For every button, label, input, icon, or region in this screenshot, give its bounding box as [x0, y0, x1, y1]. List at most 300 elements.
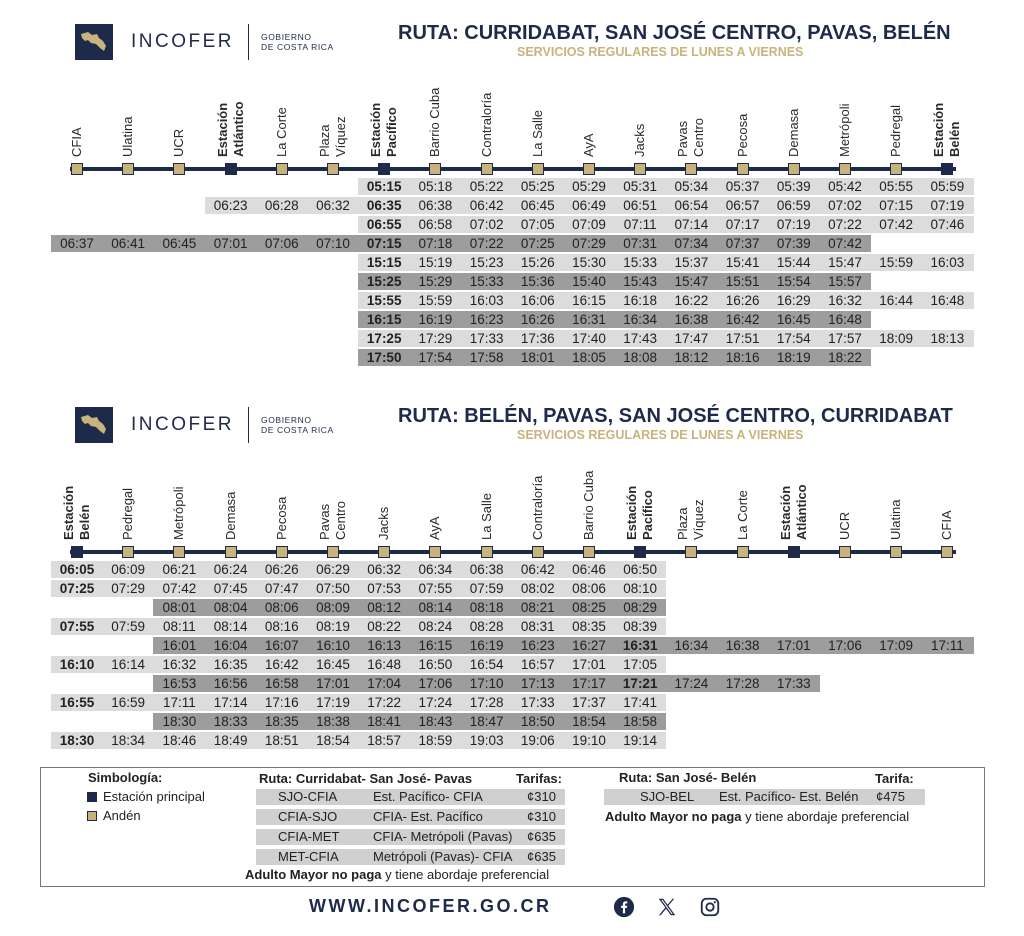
departure-time: 17:11: [163, 695, 196, 710]
departure-time: 15:15: [366, 255, 402, 270]
platform-marker: [481, 163, 493, 175]
departure-time: 17:06: [418, 676, 453, 691]
departure-time: 16:38: [725, 638, 760, 653]
station-label: Estación: [777, 485, 793, 540]
departure-time: 17:11: [931, 638, 964, 653]
platform-marker: [276, 546, 288, 558]
departure-time: 08:11: [163, 619, 196, 634]
departure-time: 07:34: [674, 236, 709, 251]
departure-time: 18:38: [316, 714, 350, 729]
departure-time: 15:57: [828, 274, 862, 289]
platform-marker: [481, 546, 493, 558]
departure-time: 15:59: [879, 255, 914, 270]
platform-marker: [429, 546, 441, 558]
departure-time: 18:33: [213, 714, 248, 729]
departure-time: 15:26: [520, 255, 555, 270]
platform-marker: [173, 546, 185, 558]
departure-time: 15:37: [674, 255, 709, 270]
departure-time: 16:03: [469, 293, 504, 308]
departure-time: 18:01: [520, 350, 555, 365]
departure-time: 18:13: [930, 331, 965, 346]
departure-time: 05:18: [418, 179, 453, 194]
departure-time: 19:06: [520, 733, 555, 748]
website-link[interactable]: WWW.INCOFER.GO.CR: [309, 896, 552, 916]
route1-subtitle: SERVICIOS REGULARES DE LUNES A VIERNES: [517, 45, 804, 59]
departure-time: 05:25: [520, 179, 555, 194]
departure-time: 08:35: [572, 619, 606, 634]
departure-time: 17:04: [367, 676, 402, 691]
departure-time: 17:54: [418, 350, 453, 365]
departure-time: 18:43: [418, 714, 453, 729]
departure-time: 16:23: [520, 638, 555, 653]
departure-time: 08:16: [264, 619, 299, 634]
departure-time: 17:17: [572, 676, 606, 691]
platform-marker: [839, 546, 851, 558]
departure-time: 07:42: [879, 217, 914, 232]
departure-time: 16:57: [520, 657, 555, 672]
departure-time: 08:06: [264, 600, 299, 615]
departure-time: 07:02: [828, 198, 862, 213]
fare-row: CFIA-MET CFIA- Metrópoli (Pavas) ¢635: [256, 829, 565, 845]
departure-time: 05:55: [879, 179, 914, 194]
departure-time: 15:33: [623, 255, 658, 270]
departure-time: 15:23: [469, 255, 504, 270]
fare-row: SJO-CFIA Est. Pacífico- CFIA ¢310: [256, 789, 565, 805]
departure-time: 08:02: [520, 581, 555, 596]
departure-time: 16:45: [316, 657, 350, 672]
departure-time: 05:29: [572, 179, 606, 194]
departure-time: 16:45: [776, 312, 811, 327]
departure-time: 15:43: [623, 274, 658, 289]
platform-marker: [173, 163, 185, 175]
departure-time: 06:42: [469, 198, 504, 213]
departure-time: 07:39: [776, 236, 811, 251]
facebook-icon[interactable]: [613, 896, 635, 918]
departure-time: 17:57: [828, 331, 862, 346]
departure-time: 07:01: [213, 236, 248, 251]
departure-time: 07:59: [469, 581, 504, 596]
departure-time: 16:10: [59, 657, 95, 672]
station-label: AyA: [427, 516, 443, 540]
main-station-marker: [378, 163, 390, 175]
departure-time: 08:09: [316, 600, 350, 615]
station-label: Pedregal: [120, 487, 136, 540]
station-label: La Salle: [478, 493, 494, 540]
departure-time: 17:01: [316, 676, 350, 691]
station-label: Demasa: [785, 108, 801, 157]
departure-time: 16:56: [213, 676, 248, 691]
departure-time: 07:14: [674, 217, 709, 232]
departure-time: 07:17: [725, 217, 760, 232]
departure-time: 06:32: [316, 198, 350, 213]
senior-note-a: Adulto Mayor no paga y tiene abordaje preferencial: [245, 867, 550, 882]
departure-time: 16:48: [930, 293, 965, 308]
departure-time: 16:23: [469, 312, 504, 327]
departure-time: 06:38: [418, 198, 453, 213]
departure-time: 07:19: [930, 198, 965, 213]
departure-time: 06:45: [520, 198, 555, 213]
departure-time: 17:51: [725, 331, 760, 346]
departure-time: 17:13: [520, 676, 555, 691]
government-label: GOBIERNO DE COSTA RICA: [261, 415, 334, 435]
departure-time: 07:18: [418, 236, 453, 251]
departure-time: 08:10: [623, 581, 658, 596]
instagram-icon[interactable]: [699, 896, 721, 918]
departure-time: 07:05: [520, 217, 555, 232]
station-label: Plaza: [675, 507, 691, 540]
station-label: Ulatina: [120, 116, 136, 157]
departure-time: 06:42: [520, 562, 555, 577]
departure-time: 15:30: [572, 255, 606, 270]
station-label: Demasa: [222, 491, 238, 540]
departure-time: 17:40: [572, 331, 606, 346]
departure-time: 06:51: [623, 198, 658, 213]
departure-time: 18:41: [367, 714, 402, 729]
station-label: La Corte: [273, 107, 289, 157]
departure-time: 15:29: [418, 274, 453, 289]
departure-time: 16:26: [520, 312, 555, 327]
departure-time: 17:28: [725, 676, 760, 691]
departure-time: 07:02: [469, 217, 504, 232]
departure-time: 07:46: [930, 217, 965, 232]
departure-time: 07:37: [725, 236, 760, 251]
station-label: La Corte: [734, 490, 750, 540]
station-label: Contraloría: [529, 475, 545, 540]
station-label: Pacífico: [640, 490, 656, 540]
costa-rica-map-icon: [75, 24, 113, 60]
departure-time: 07:15: [366, 236, 402, 251]
departure-time: 16:19: [418, 312, 453, 327]
station-label: Ulatina: [888, 499, 904, 540]
main-station-marker: [71, 546, 83, 558]
departure-time: 16:15: [418, 638, 453, 653]
departure-time: 15:41: [725, 255, 760, 270]
departure-time: 16:34: [674, 638, 709, 653]
departure-time: 17:21: [622, 676, 658, 691]
platform-marker: [327, 163, 339, 175]
station-label: Pecosa: [273, 496, 289, 540]
departure-time: 17:58: [469, 350, 504, 365]
departure-time: 16:58: [264, 676, 299, 691]
departure-time: 17:54: [776, 331, 811, 346]
government-label: GOBIERNO DE COSTA RICA: [261, 32, 334, 52]
departure-time: 17:16: [264, 695, 299, 710]
station-label: Contraloría: [478, 92, 494, 157]
departure-time: 07:15: [879, 198, 914, 213]
departure-time: 16:07: [264, 638, 299, 653]
departure-time: 07:31: [623, 236, 658, 251]
departure-time: 16:03: [930, 255, 965, 270]
departure-time: 16:50: [418, 657, 453, 672]
legend-main-station: Estación principal: [87, 789, 205, 804]
departure-time: 07:45: [213, 581, 248, 596]
departure-time: 07:55: [418, 581, 453, 596]
departure-time: 06:34: [418, 562, 453, 577]
departure-time: 05:15: [366, 179, 402, 194]
departure-time: 17:47: [674, 331, 709, 346]
departure-time: 16:59: [111, 695, 146, 710]
departure-time: 07:29: [111, 581, 146, 596]
departure-time: 05:31: [623, 179, 658, 194]
departure-time: 16:04: [213, 638, 248, 653]
platform-marker: [685, 163, 697, 175]
departure-time: 06:23: [213, 198, 248, 213]
route-b-fare: SJO-BEL Est. Pacífico- Est. Belén ¢475: [604, 789, 925, 805]
platform-marker: [737, 163, 749, 175]
station-label: Metrópoli: [171, 486, 187, 540]
platform-marker: [839, 163, 851, 175]
departure-time: 18:19: [776, 350, 811, 365]
platform-marker: [532, 163, 544, 175]
main-station-marker: [788, 546, 800, 558]
departure-time: 08:04: [213, 600, 248, 615]
departure-time: 16:44: [879, 293, 914, 308]
departure-time: 06:26: [264, 562, 299, 577]
departure-time: 16:54: [469, 657, 504, 672]
logo-divider: [248, 407, 249, 443]
main-station-marker: [225, 163, 237, 175]
platform-marker: [71, 163, 83, 175]
departure-time: 06:55: [366, 217, 402, 232]
departure-time: 08:31: [520, 619, 555, 634]
departure-time: 16:48: [828, 312, 862, 327]
departure-time: 17:14: [213, 695, 248, 710]
departure-time: 17:01: [776, 638, 811, 653]
route-a-title: Ruta: Curridabat- San José- Pavas: [259, 771, 473, 786]
departure-time: 15:55: [366, 293, 402, 308]
station-label: Centro: [691, 117, 707, 157]
departure-time: 06:21: [162, 562, 197, 577]
departure-time: 07:29: [572, 236, 606, 251]
departure-time: 16:01: [162, 638, 197, 653]
departure-time: 17:24: [418, 695, 453, 710]
departure-time: 17:24: [674, 676, 709, 691]
departure-time: 18:50: [520, 714, 555, 729]
departure-time: 16:38: [674, 312, 709, 327]
departure-time: 18:09: [879, 331, 914, 346]
departure-time: 18:54: [316, 733, 350, 748]
station-label: Atlántico: [793, 484, 809, 540]
departure-time: 08:01: [162, 600, 197, 615]
station-label: Jacks: [376, 506, 392, 540]
departure-time: 08:39: [623, 619, 658, 634]
departure-time: 07:47: [264, 581, 299, 596]
departure-time: 18:47: [469, 714, 504, 729]
departure-time: 06:41: [111, 236, 146, 251]
route2-subtitle: SERVICIOS REGULARES DE LUNES A VIERNES: [517, 428, 804, 442]
departure-time: 17:33: [520, 695, 555, 710]
platform-marker: [583, 546, 595, 558]
departure-time: 15:51: [725, 274, 760, 289]
departure-time: 16:42: [725, 312, 760, 327]
departure-time: 06:29: [316, 562, 350, 577]
departure-time: 06:09: [111, 562, 146, 577]
departure-time: 07:10: [316, 236, 350, 251]
departure-time: 18:46: [162, 733, 197, 748]
departure-time: 08:14: [213, 619, 248, 634]
departure-time: 16:35: [213, 657, 248, 672]
departure-time: 15:19: [418, 255, 453, 270]
departure-time: 16:15: [572, 293, 606, 308]
departure-time: 18:12: [674, 350, 709, 365]
platform-marker: [685, 546, 697, 558]
senior-note-b: Adulto Mayor no paga y tiene abordaje preferencial: [605, 809, 910, 824]
departure-time: 06:32: [367, 562, 402, 577]
departure-time: 18:30: [162, 714, 197, 729]
route2-title: RUTA: BELÉN, PAVAS, SAN JOSÉ CENTRO, CURRIDABAT: [398, 405, 953, 427]
departure-time: 17:01: [572, 657, 606, 672]
departure-time: 08:25: [572, 600, 606, 615]
platform-marker: [532, 546, 544, 558]
main-station-marker: [634, 546, 646, 558]
departure-time: 16:27: [572, 638, 606, 653]
departure-time: 16:53: [162, 676, 197, 691]
station-label: Estación: [624, 485, 640, 540]
departure-time: 08:24: [418, 619, 453, 634]
platform-marker: [788, 163, 800, 175]
incofer-logo-2: [75, 407, 345, 443]
departure-time: 18:54: [572, 714, 606, 729]
route-b-title: Ruta: San José- Belén: [619, 770, 757, 785]
departure-time: 07:06: [264, 236, 299, 251]
platform-marker: [122, 163, 134, 175]
station-label: Plaza: [317, 124, 332, 157]
logo-divider: [248, 24, 249, 60]
departure-time: 07:55: [59, 619, 95, 634]
departure-time: 07:09: [572, 217, 606, 232]
departure-time: 05:59: [930, 179, 965, 194]
fare-row: CFIA-SJO CFIA- Est. Pacífico ¢310: [256, 809, 565, 825]
departure-time: 17:05: [623, 657, 658, 672]
departure-time: 06:58: [418, 217, 453, 232]
departure-time: 15:36: [520, 274, 555, 289]
departure-time: 18:30: [59, 733, 95, 748]
station-label: Estación: [214, 102, 230, 157]
departure-time: 16:55: [59, 695, 95, 710]
fare-title: Tarifa:: [875, 771, 914, 786]
departure-time: 07:22: [828, 217, 862, 232]
departure-time: 06:59: [776, 198, 811, 213]
departure-time: 07:25: [59, 581, 95, 596]
departure-time: 17:22: [367, 695, 402, 710]
departure-time: 16:31: [622, 638, 658, 653]
departure-time: 18:51: [264, 733, 299, 748]
departure-time: 18:05: [572, 350, 606, 365]
departure-time: 15:47: [828, 255, 862, 270]
costa-rica-map-icon: [75, 407, 113, 443]
departure-time: 17:33: [776, 676, 811, 691]
departure-time: 16:34: [623, 312, 658, 327]
brand-name: INCOFER: [131, 31, 234, 52]
station-label: Metrópoli: [837, 103, 852, 157]
x-icon[interactable]: [656, 896, 678, 918]
platform-marker: [429, 163, 441, 175]
departure-time: 07:53: [367, 581, 402, 596]
station-label: Estación: [368, 102, 384, 157]
platform-marker: [941, 546, 953, 558]
departure-time: 17:43: [623, 331, 658, 346]
departure-time: 07:22: [469, 236, 504, 251]
brand-name: INCOFER: [131, 414, 234, 435]
departure-time: 07:25: [520, 236, 555, 251]
departure-time: 05:34: [674, 179, 709, 194]
station-label: Belén: [77, 504, 92, 540]
departure-time: 18:59: [418, 733, 453, 748]
departure-time: 16:31: [572, 312, 606, 327]
departure-time: 06:46: [572, 562, 606, 577]
station-label: Pavas: [675, 120, 691, 157]
departure-time: 08:21: [520, 600, 555, 615]
station-label: Centro: [333, 500, 348, 540]
station-label: Pecosa: [734, 113, 750, 157]
station-label: Víquez: [333, 116, 348, 157]
departure-time: 06:38: [469, 562, 504, 577]
departure-time: 05:39: [776, 179, 811, 194]
departure-time: 06:24: [213, 562, 248, 577]
fares-title: Tarifas:: [516, 771, 562, 786]
departure-time: 17:33: [469, 331, 504, 346]
station-label: Pavas: [317, 503, 332, 540]
departure-time: 06:28: [264, 198, 299, 213]
platform-marker: [890, 546, 902, 558]
departure-time: 15:47: [674, 274, 709, 289]
departure-time: 19:10: [572, 733, 606, 748]
platform-marker: [890, 163, 902, 175]
departure-time: 17:09: [879, 638, 914, 653]
departure-time: 17:19: [316, 695, 350, 710]
platform-marker: [634, 163, 646, 175]
departure-time: 17:50: [366, 350, 402, 365]
departure-time: 16:18: [623, 293, 658, 308]
departure-time: 16:42: [264, 657, 299, 672]
departure-time: 16:19: [469, 638, 504, 653]
station-label: La Salle: [529, 110, 545, 157]
platform-marker: [225, 546, 237, 558]
departure-time: 05:42: [828, 179, 862, 194]
route1-track-line: [70, 167, 956, 171]
departure-time: 17:28: [469, 695, 504, 710]
departure-time: 17:37: [572, 695, 606, 710]
platform-marker: [583, 163, 595, 175]
departure-time: 06:50: [623, 562, 658, 577]
departure-time: 06:54: [674, 198, 709, 213]
departure-time: 08:19: [316, 619, 350, 634]
departure-time: 17:25: [366, 331, 402, 346]
station-label: CFIA: [939, 510, 955, 540]
departure-time: 18:16: [725, 350, 760, 365]
departure-time: 06:37: [60, 236, 94, 251]
departure-time: 16:22: [674, 293, 709, 308]
departure-time: 07:42: [162, 581, 197, 596]
route2-track-line: [70, 550, 956, 554]
departure-time: 19:14: [623, 733, 658, 748]
station-label: Víquez: [691, 499, 707, 540]
main-station-marker: [941, 163, 953, 175]
station-label: Belén: [947, 121, 963, 157]
departure-time: 17:36: [520, 331, 555, 346]
platform-square-icon: [87, 811, 97, 821]
departure-time: 06:45: [162, 236, 197, 251]
station-label: Jacks: [632, 123, 648, 157]
departure-time: 18:22: [828, 350, 862, 365]
departure-time: 16:13: [367, 638, 402, 653]
departure-time: 08:22: [367, 619, 402, 634]
departure-time: 15:25: [366, 274, 402, 289]
platform-marker: [737, 546, 749, 558]
main-station-square-icon: [87, 792, 97, 802]
departure-time: 18:08: [623, 350, 658, 365]
departure-time: 18:34: [111, 733, 146, 748]
